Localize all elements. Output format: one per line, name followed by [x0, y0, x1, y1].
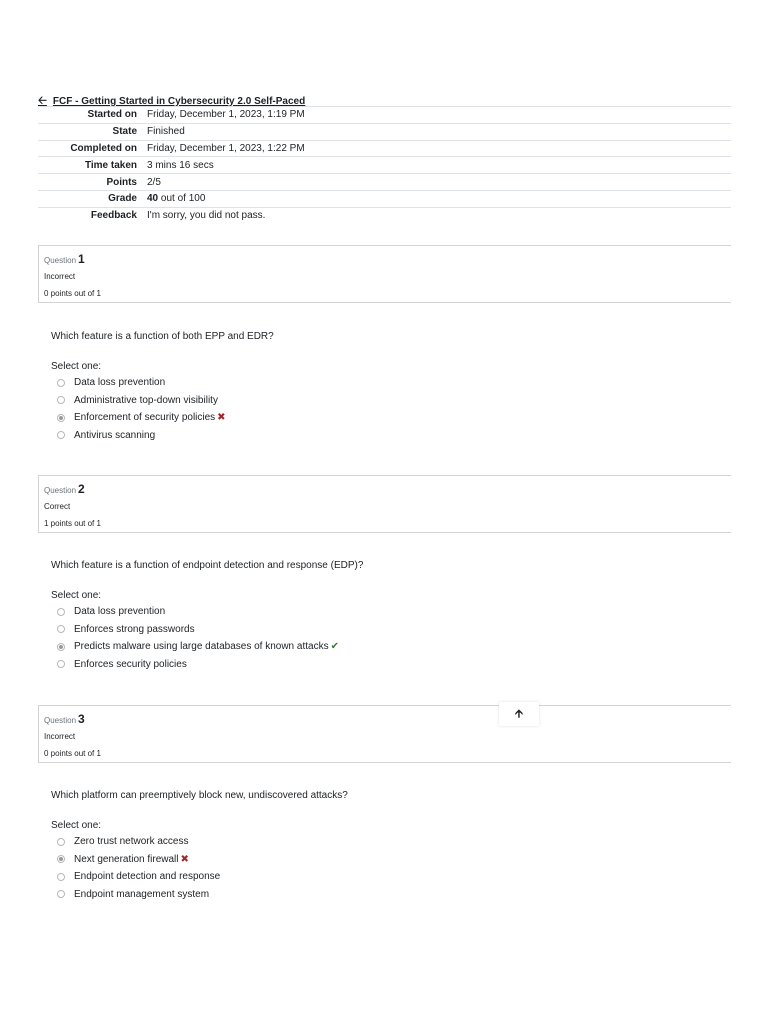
summary-label: Completed on	[70, 142, 137, 154]
summary-row-grade	[38, 190, 731, 207]
back-to-top-button[interactable]	[499, 702, 539, 726]
radio-button[interactable]	[57, 838, 65, 846]
radio-button[interactable]	[57, 873, 65, 881]
answer-option[interactable]	[57, 374, 226, 392]
summary-label: Grade	[108, 193, 137, 205]
summary-label: Started on	[87, 109, 137, 121]
summary-label: State	[112, 126, 137, 138]
answer-label: Endpoint detection and response	[74, 871, 221, 883]
radio-button[interactable]	[57, 396, 65, 404]
radio-button-selected[interactable]	[57, 414, 65, 422]
answer-label: Enforces security policies	[74, 658, 187, 670]
answer-label: Zero trust network access	[74, 836, 189, 848]
summary-label: Feedback	[90, 210, 137, 222]
summary-value: 2/5	[147, 176, 161, 188]
radio-button[interactable]	[57, 608, 65, 616]
summary-value	[147, 190, 731, 207]
question-text-2: Which feature is a function of endpoint detection and response (EDP)?	[51, 560, 364, 571]
answer-label: Antivirus scanning	[74, 429, 156, 441]
answer-option[interactable]	[57, 392, 226, 410]
select-one-prompt: Select one:	[51, 820, 102, 831]
answer-option[interactable]	[57, 656, 339, 674]
answer-label: Next generation firewall	[74, 853, 179, 865]
answer-option[interactable]	[57, 409, 226, 427]
question-number: Question 2	[44, 482, 85, 496]
question-info-2	[38, 475, 731, 533]
answer-option[interactable]	[57, 851, 220, 869]
radio-button[interactable]	[57, 660, 65, 668]
correct-check-icon: ✔	[330, 641, 339, 653]
attempt-summary-table	[38, 106, 731, 224]
question-state: Incorrect	[44, 272, 76, 281]
answer-option[interactable]	[57, 427, 226, 445]
question-info-1	[38, 245, 731, 303]
incorrect-x-icon: ✖	[217, 412, 226, 424]
select-one-prompt: Select one:	[51, 590, 102, 601]
radio-button[interactable]	[57, 379, 65, 387]
summary-row-points	[38, 174, 731, 191]
question-text-3: Which platform can preemptively block new, undiscovered attacks?	[51, 790, 348, 801]
answer-label: Endpoint management system	[74, 888, 210, 900]
answer-options-3	[57, 833, 220, 903]
arrow-up-icon: 🡩	[515, 707, 523, 720]
question-state: Correct	[44, 502, 71, 511]
question-number: Question 3	[44, 712, 85, 726]
answer-option[interactable]	[57, 868, 220, 886]
answer-option[interactable]	[57, 886, 220, 904]
question-state: Incorrect	[44, 732, 76, 741]
grade-score: 40	[147, 193, 159, 205]
radio-button[interactable]	[57, 625, 65, 633]
radio-button[interactable]	[57, 890, 65, 898]
question-grade: 1 points out of 1	[44, 519, 101, 528]
summary-row-state	[38, 123, 731, 140]
incorrect-x-icon: ✖	[180, 853, 189, 865]
summary-value: 3 mins 16 secs	[147, 159, 214, 171]
answer-label: Data loss prevention	[74, 377, 166, 389]
grade-suffix: out of 100	[160, 193, 206, 205]
summary-value: Friday, December 1, 2023, 1:19 PM	[147, 109, 305, 121]
summary-value: Friday, December 1, 2023, 1:22 PM	[147, 142, 305, 154]
answer-options-1	[57, 374, 226, 444]
summary-row-feedback	[38, 207, 731, 224]
question-info-3	[38, 705, 731, 763]
course-title: FCF - Getting Started in Cybersecurity 2.0 Self-Paced	[52, 96, 306, 107]
answer-option[interactable]	[57, 833, 220, 851]
answer-label: Enforces strong passwords	[74, 623, 195, 635]
summary-value: I'm sorry, you did not pass.	[147, 210, 266, 222]
answer-options-2	[57, 603, 339, 673]
answer-label: Predicts malware using large databases of known attacks	[74, 641, 329, 653]
answer-label: Enforcement of security policies	[74, 412, 216, 424]
radio-button[interactable]	[57, 431, 65, 439]
summary-row-completed-on	[38, 140, 731, 157]
answer-label: Data loss prevention	[74, 606, 166, 618]
summary-label: Time taken	[84, 159, 137, 171]
summary-label: Points	[106, 176, 137, 188]
question-text-1: Which feature is a function of both EPP and EDR?	[51, 331, 274, 342]
question-grade: 0 points out of 1	[44, 289, 101, 298]
question-grade: 0 points out of 1	[44, 749, 101, 758]
answer-option[interactable]	[57, 621, 339, 639]
radio-button-selected[interactable]	[57, 855, 65, 863]
answer-option[interactable]	[57, 638, 339, 656]
radio-button-selected[interactable]	[57, 643, 65, 651]
arrow-left-icon: 🡠	[38, 95, 47, 107]
select-one-prompt: Select one:	[51, 361, 102, 372]
answer-option[interactable]	[57, 603, 339, 621]
summary-value: Finished	[147, 126, 185, 138]
summary-row-time-taken	[38, 157, 731, 174]
question-number: Question 1	[44, 252, 85, 266]
summary-row-started-on	[38, 107, 731, 124]
answer-label: Administrative top-down visibility	[74, 394, 218, 406]
